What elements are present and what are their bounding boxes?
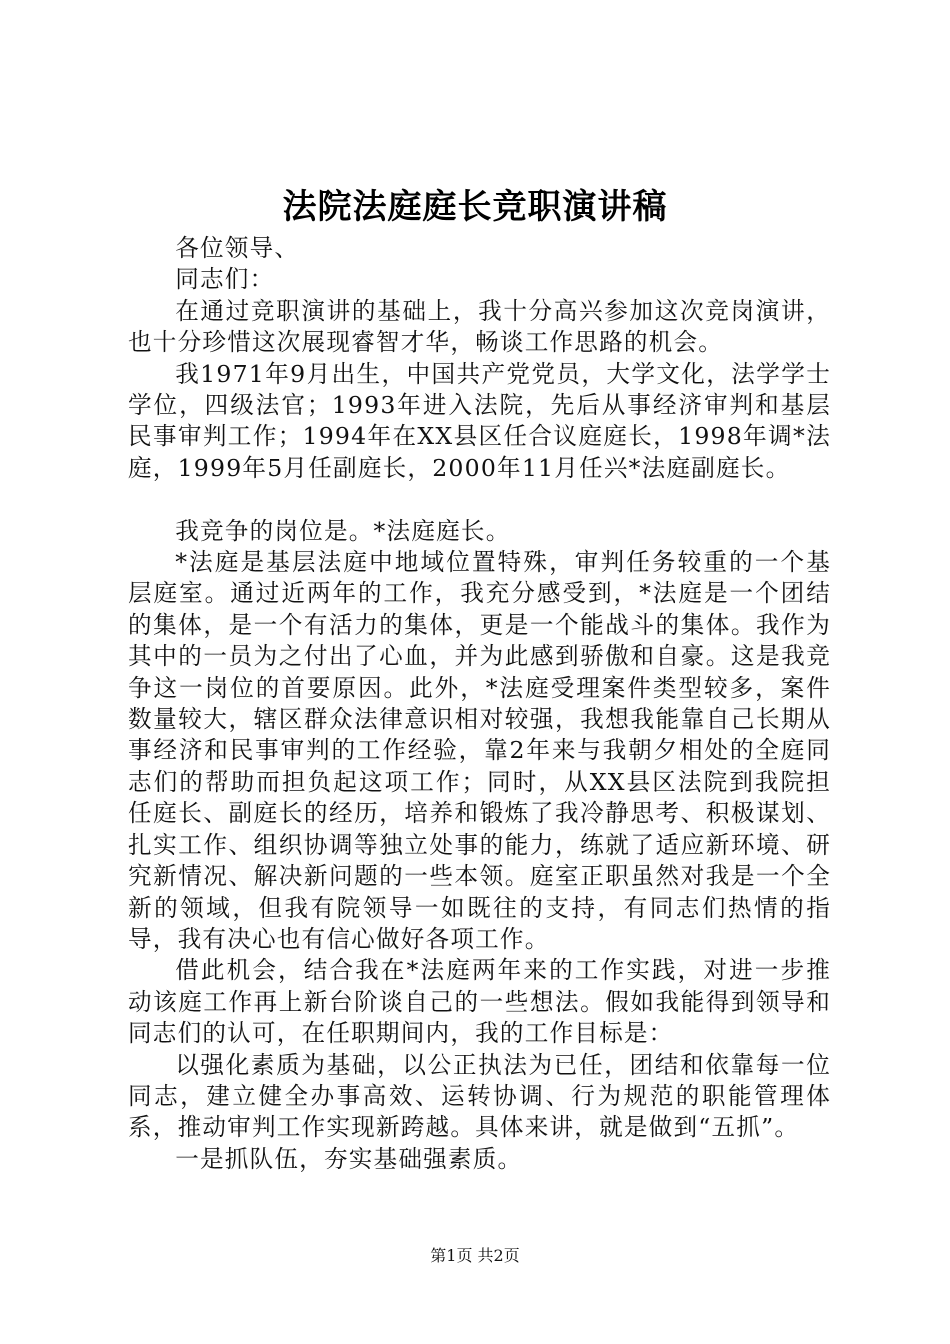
salutation-leaders: 各位领导、 [175,234,300,262]
paragraph-position: 我竞争的岗位是。*法庭庭长。 [175,516,511,545]
paragraph-biography: 我1971年9月出生，中国共产党党员，大学文化，法学学士学位，四级法官；1993年进入法院，先后从事经济审判和基层民事审判工作；1994年在XX县区任合议庭庭长，1998年调*法庭，1999年5月任副庭长，2000年11月任兴*法庭副庭长。 [128,359,831,482]
page-number-footer: 第1页 共2页 [430,1246,520,1265]
salutation-comrades: 同志们： [175,265,275,294]
paragraph-spacer [128,484,831,515]
paragraph-ideas: 借此机会，结合我在*法庭两年来的工作实践，对进一步推动该庭工作再上新台阶谈自己的一些想法。假如我能得到领导和同志们的认可，在任职期间内，我的工作目标是： [128,956,831,1048]
paragraph-goals: 以强化素质为基础，以公正执法为已任，团结和依靠每一位同志，建立健全办事高效、运转协调、行为规范的职能管理体系，推动审判工作实现新跨越。具体来讲，就是做到“五抓”。 [128,1050,831,1142]
document-title: 法院法庭庭长竞职演讲稿 [282,187,668,227]
paragraph-intro: 在通过竞职演讲的基础上，我十分高兴参加这次竞岗演讲，也十分珍惜这次展现睿智才华，畅谈工作思路的机会。 [128,296,831,357]
document-body [128,233,831,1175]
paragraph-point-one: 一是抓队伍，夯实基础强素质。 [175,1144,523,1173]
paragraph-reasons: *法庭是基层法庭中地域位置特殊，审判任务较重的一个基层庭室。通过近两年的工作，我充分感受到，*法庭是一个团结的集体，是一个有活力的集体，更是一个能战斗的集体。我作为其中的一员为之付出了心血，并为此感到骄傲和自豪。这是我竞争这一岗位的首要原因。此外，*法庭受理案件类型较多，案件数量较大，辖区群众法律意识相对较强，我想我能靠自己长期从事经济和民事审判的工作经验，靠2年来与我朝夕相处的全庭同志们的帮助而担负起这项工作；同时，从XX县区法院到我院担任庭长、副庭长的经历，培养和锻炼了我冷静思考、积极谋划、扎实工作、组织协调等独立处事的能力，练就了适应新环境、研究新情况、解决新问题的一些本领。庭室正职虽然对我是一个全新的领域，但我有院领导一如既往的支持，有同志们热情的指导，我有决心也有信心做好各项工作。 [128,548,831,953]
